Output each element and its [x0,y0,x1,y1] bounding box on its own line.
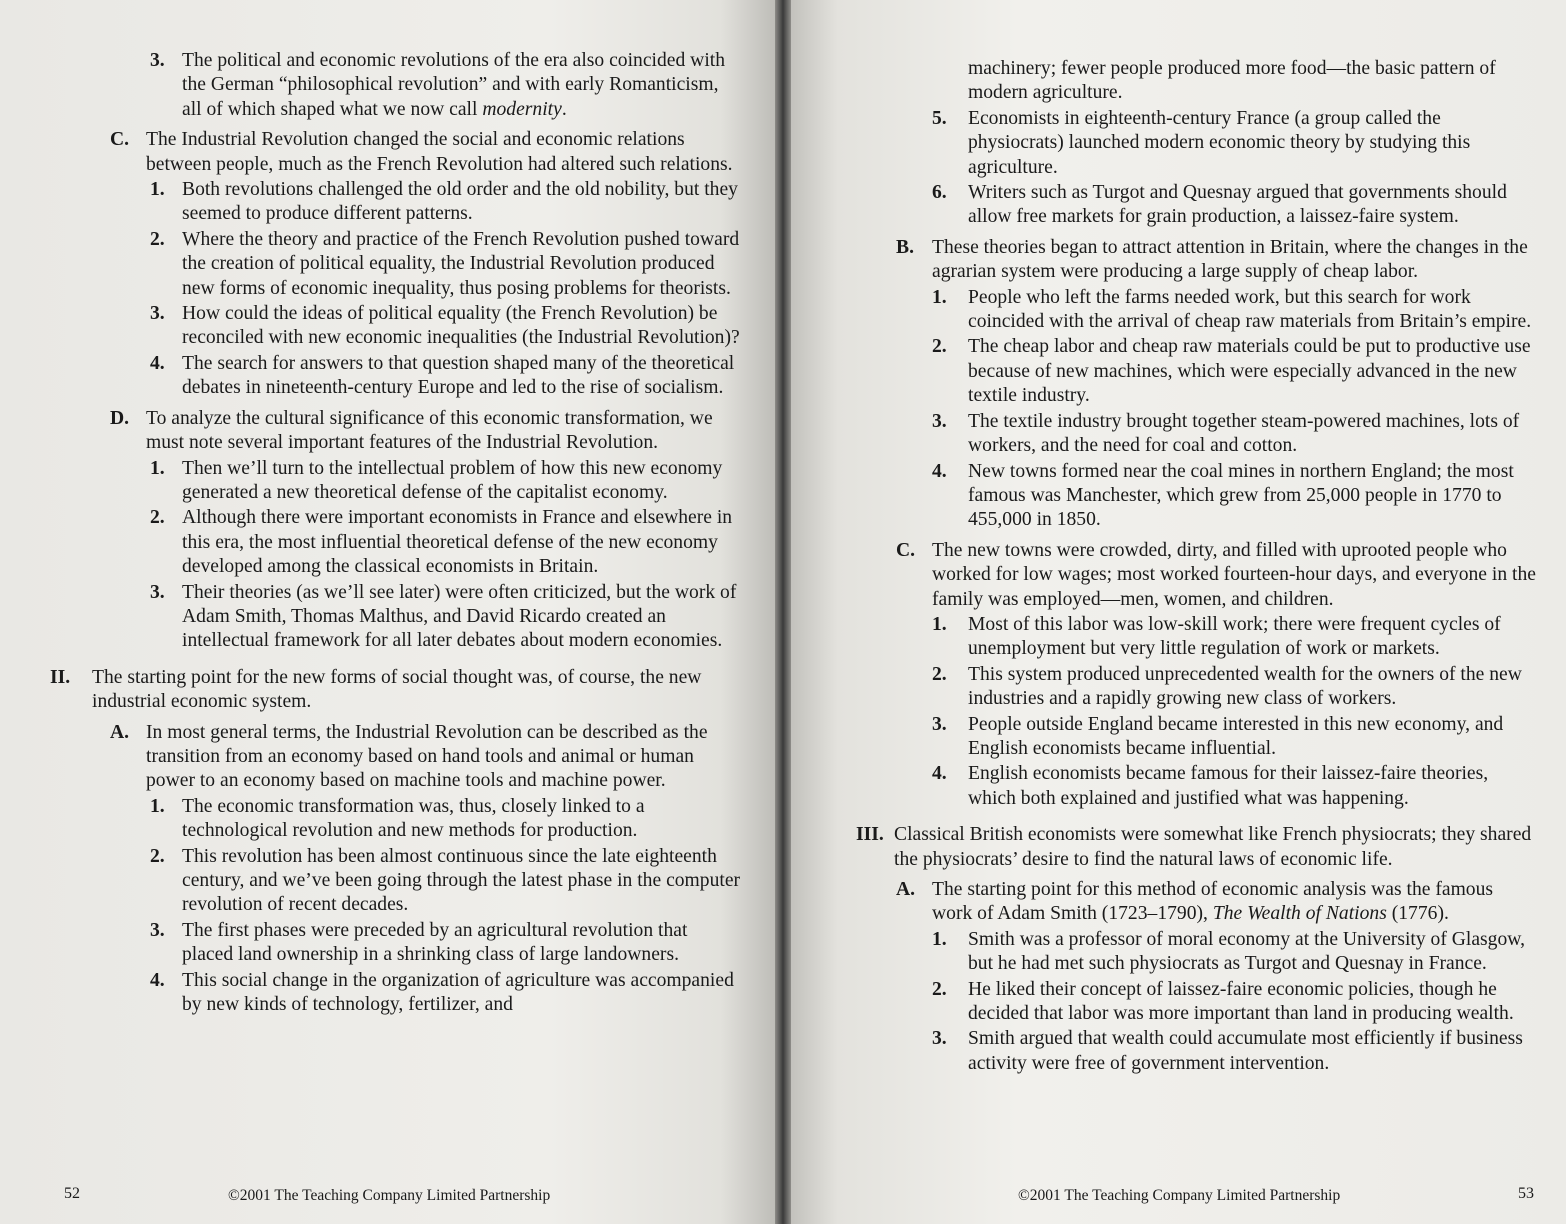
outline-text: The new towns were crowded, dirty, and filled with uprooted people who worked for low wages; most worked fourteen-hour days, and everyone in the family was employed—men, women, and children. [932,539,1536,610]
outline-text: In most general terms, the Industrial Revolution can be described as the transition from an economy based on hand tools and animal or human power to an economy based on machine tools and machine power. [146,721,708,792]
outline-item-number [856,762,1536,811]
outline-item-number [62,795,742,844]
outline-item-number [62,457,742,506]
right-page [783,0,1566,1224]
outline-item-number [62,919,742,968]
outline-text: The economic transformation was, thus, closely linked to a technological revolution and new methods for production. [182,795,645,842]
outline-text: The cheap labor and cheap raw materials could be put to productive use because of new machines, which were especially advanced in the new textile industry. [968,336,1531,407]
outline-item-number [856,335,1536,408]
outline-item-number [62,506,742,579]
outline-marker: 1. [150,457,165,479]
outline-text: Then we’ll turn to the intellectual problem of how this new economy generated a new theoretical defense of the capitalist economy. [182,457,723,503]
outline-marker: A. [896,879,916,900]
outline-item-number [62,302,742,351]
italic-text: The Wealth of Nations [1212,903,1387,925]
outline-item-number [856,410,1536,459]
outline-marker: 2. [932,336,947,358]
outline-marker: A. [110,721,130,743]
outline-item-letter [62,721,742,794]
outline-marker: B. [896,236,914,258]
outline-text: Smith was a professor of moral economy at the University of Glasgow, but he had met such physiocrats as Turgot and Quesnay in France. [968,928,1526,975]
outline-text: People who left the farms needed work, but this search for work coincided with the arrival of cheap raw materials from Britain’s empire. [968,286,1532,333]
outline-text: Classical British economists were somewhat like French physiocrats; they shared the physiocrats’ desire to find the natural laws of economic life. [894,824,1532,870]
outline-marker: 3. [932,410,947,432]
outline-marker: 3. [150,919,165,941]
outline-text: This revolution has been almost continuous since the late eighteenth century, and we’ve been going through the latest phase in the computer revolution of recent decades. [182,845,741,916]
outline-marker: 2. [150,228,165,250]
outline-marker: 4. [932,460,947,482]
outline-marker: 2. [150,845,165,867]
outline-item-number [856,460,1536,533]
outline-item-number [856,978,1536,1027]
outline-marker: 4. [932,763,947,785]
outline-text: Economists in eighteenth-century France (a group called the physiocrats) launched modern economic theory by studying this agriculture. [968,107,1471,178]
outline-text: English economists became famous for their laissez-faire theories, which both explained and justified what was happening. [968,763,1489,809]
outline-text: This social change in the organization of agriculture was accompanied by new kinds of technology, fertilizer, and [182,969,734,1016]
outline-marker: 2. [932,978,947,1000]
outline-item-letter [856,236,1536,285]
outline-marker: 1. [932,613,947,635]
left-page-footer: ©2001 The Teaching Company Limited Partnership [228,1187,551,1204]
outline-text: Most of this labor was low-skill work; there were frequent cycles of unemployment but very little regulation of work or markets. [968,613,1501,660]
outline-item-number [62,178,742,227]
outline-marker: 5. [932,107,947,129]
outline-item-letter [62,128,742,177]
outline-item-number [856,613,1536,662]
outline-item-number [62,228,742,301]
outline-marker: 1. [150,795,165,817]
outline-item-letter [62,407,742,456]
outline-text: machinery; fewer people produced more food—the basic pattern of modern agriculture. [968,58,1496,104]
outline-text: Their theories (as we’ll see later) were often criticized, but the work of Adam Smith, Thomas Malthus, and David Ricardo created an intellectual framework for all later debates about modern economies. [182,581,737,652]
outline-marker: 2. [150,507,165,529]
outline-text: The first phases were preceded by an agricultural revolution that placed land ownership in a shrinking class of large landowners. [182,919,688,966]
outline-item-number [856,1027,1536,1076]
outline-marker: 3. [150,581,165,603]
outline-text: Writers such as Turgot and Quesnay argued that governments should allow free markets for grain production, a laissez-faire system. [968,182,1507,228]
outline-text: He liked their concept of laissez-faire economic policies, though he decided that labor was more important than land in producing wealth. [968,978,1514,1025]
outline-item-number [62,49,742,122]
outline-item-letter [856,878,1536,927]
right-page-footer: ©2001 The Teaching Company Limited Partnership [1018,1187,1341,1204]
outline-item-number [856,928,1536,977]
outline-item-number [62,969,742,1018]
outline-marker: 3. [932,713,947,735]
outline-marker: 1. [932,286,947,308]
outline-text: The Industrial Revolution changed the social and economic relations between people, much as the French Revolution had altered such relations. [146,129,733,175]
outline-item-number [856,286,1536,335]
right-page-outline [856,57,1536,1077]
outline-text: This system produced unprecedented wealth for the owners of the new industries and a rapidly growing new class of workers. [968,663,1522,710]
outline-item-letter [856,539,1536,612]
outline-text-part: The starting point for this method of economic analysis was the famous work of Adam Smith (1723–1790), [932,879,1494,925]
outline-text-part: . [561,98,567,120]
outline-marker: 4. [150,969,165,991]
outline-text: The starting point for the new forms of social thought was, of course, the new industrial economic system. [92,666,702,713]
outline-text: People outside England became interested in this new economy, and English economists became influential. [968,713,1504,759]
outline-item-cont [856,57,1536,106]
outline-item-roman [856,823,1536,872]
outline-text: Although there were important economists in France and elsewhere in this era, the most influential theoretical defense of the new economy developed among the classical economists in Britain. [182,507,733,578]
outline-text: Both revolutions challenged the old order and the old nobility, but they seemed to produce different patterns. [182,179,738,225]
outline-item-number [856,181,1536,230]
outline-marker: D. [110,407,130,429]
outline-text: Smith argued that wealth could accumulate most efficiently if business activity were free of government intervention. [968,1028,1523,1074]
outline-item-number [856,663,1536,712]
outline-text: Where the theory and practice of the French Revolution pushed toward the creation of political equality, the Industrial Revolution produced new forms of economic inequality, thus posing problems for theorists. [182,228,740,299]
outline-marker: II. [50,666,71,688]
outline-item-number [62,845,742,918]
outline-text-part: (1776). [1386,903,1449,925]
outline-text: New towns formed near the coal mines in northern England; the most famous was Manchester, which grew from 25,000 people in 1770 to 455,000 in 1850. [968,460,1514,531]
outline-marker: 1. [932,928,947,950]
left-page-outline [50,49,742,1018]
outline-item-roman [50,666,742,715]
outline-marker: C. [896,539,916,561]
outline-item-number [856,713,1536,762]
outline-marker: 6. [932,182,947,204]
outline-marker: 3. [150,50,165,71]
outline-marker: 3. [932,1028,947,1050]
outline-item-number [62,581,742,654]
italic-text: modernity [482,98,562,120]
outline-text: These theories began to attract attention in Britain, where the changes in the agrarian system were producing a large supply of cheap labor. [932,236,1528,283]
outline-text: To analyze the cultural significance of this economic transformation, we must note several important features of the Industrial Revolution. [146,407,713,454]
outline-item-number [62,352,742,401]
outline-item-number [856,107,1536,180]
outline-marker: 3. [150,303,165,325]
outline-marker: 1. [150,179,165,201]
book-gutter [775,0,791,1224]
outline-marker: 4. [150,352,165,374]
left-page-number: 52 [64,1185,80,1202]
outline-text [182,50,725,120]
right-page-number: 53 [1518,1185,1534,1202]
outline-text: The search for answers to that question shaped many of the theoretical debates in nineteenth-century Europe and led to the rise of socialism. [182,352,735,399]
outline-marker: 2. [932,663,947,685]
outline-text: The textile industry brought together steam-powered machines, lots of workers, and the need for coal and cotton. [968,410,1520,457]
outline-text: How could the ideas of political equality (the French Revolution) be reconciled with new economic inequalities (the Industrial Revolution)? [182,303,740,349]
outline-marker: III. [856,824,884,846]
outline-text [932,879,1493,924]
outline-text-part: The political and economic revolutions of the era also coincided with the German “philosophical revolution” and with early Romanticism, all of which shaped what we now call [182,50,726,120]
outline-marker: C. [110,129,130,151]
